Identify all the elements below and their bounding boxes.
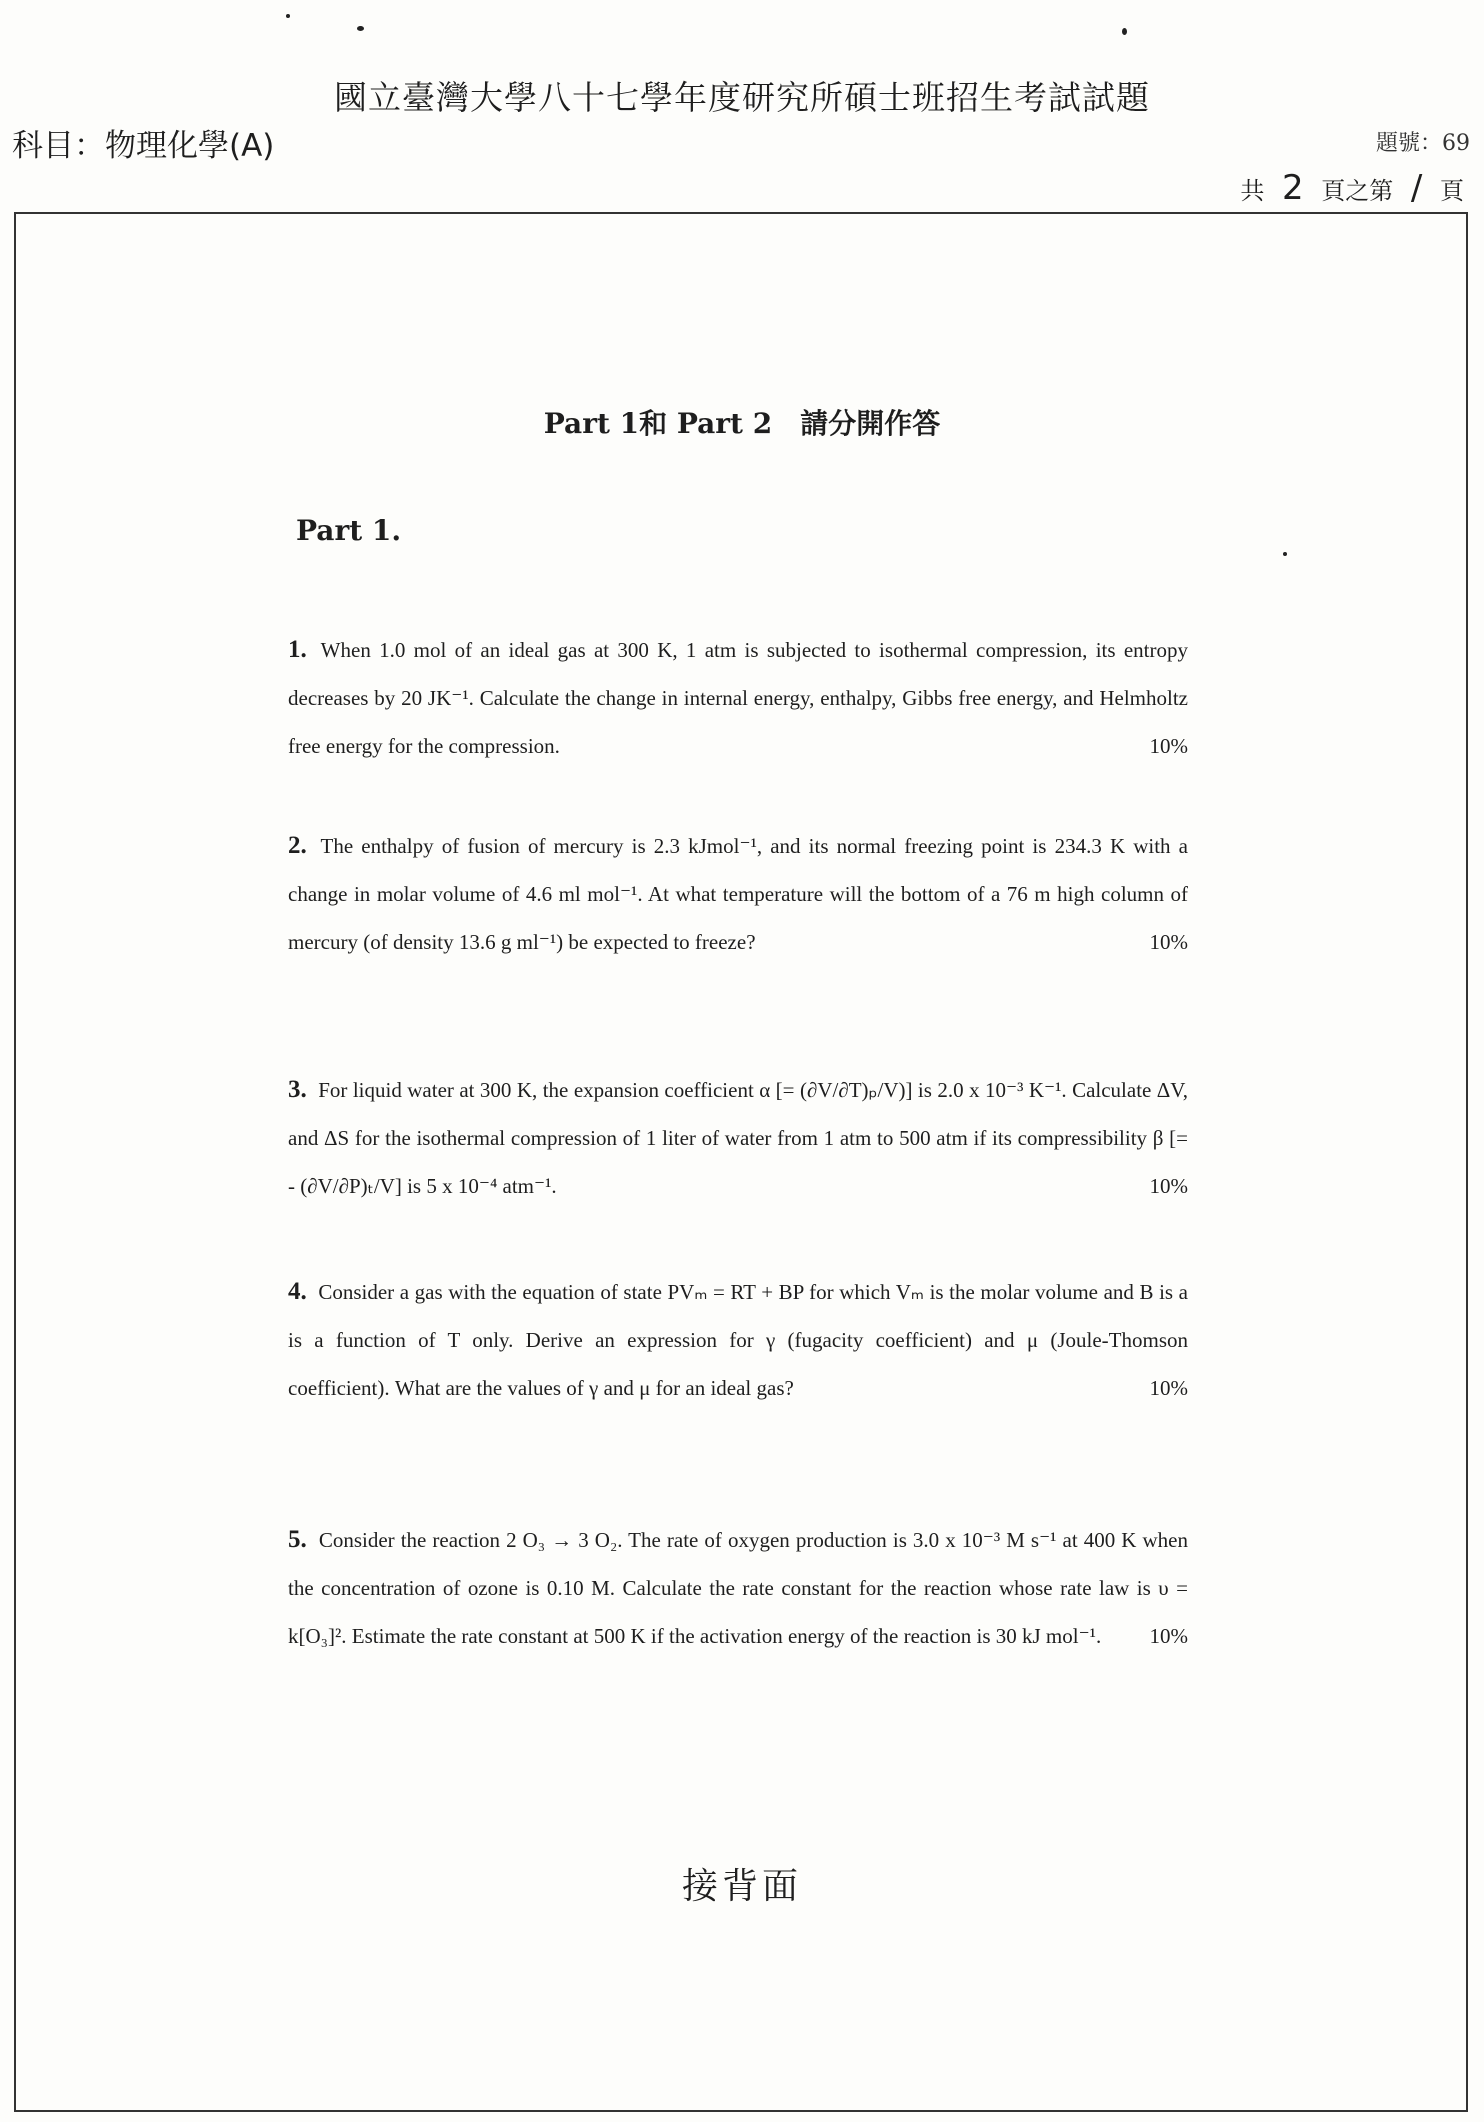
question-1 [288,626,1188,770]
scan-speck [1122,28,1127,35]
question-num: 4. [288,1278,307,1305]
total-pages: 2 [1281,168,1304,208]
page-mid: 頁之第 [1321,177,1394,205]
question-3 [288,1066,1188,1210]
question-text: For liquid water at 300 K, the expansion coefficient α [= (∂V/∂T)ₚ/V)] is 2.0 x 10⁻³ K⁻¹. Calculate ΔV, and ΔS for the isothermal compression of 1 liter of water from 1 atm to 500 atm if its compressibility β [= - (∂V/∂P)ₜ/V] is 5 x 10⁻⁴ atm⁻¹. [288,1078,1189,1198]
question-num: 5. [288,1526,307,1553]
question-num: 1. [288,636,307,663]
question-weight: 10% [1149,1624,1188,1648]
question-number: 題號：69 [1376,131,1470,156]
continue-on-back-note: 接背面 [681,1866,802,1907]
question-weight: 10% [1149,1376,1188,1400]
question-num: 3. [288,1076,307,1103]
scan-speck [286,14,290,18]
part-title: Part 1. [296,514,402,547]
exam-title: 國立臺灣大學八十七學年度研究所碩士班招生考試試題 [334,78,1150,117]
current-page: / [1410,168,1423,208]
question-weight: 10% [1149,930,1188,954]
subject-label: 科目：物理化學(A) [12,128,275,164]
question-text: Consider the reaction 2 O₃ → 3 O₂. The rate of oxygen production is 3.0 x 10⁻³ M s⁻¹ at 400 K when the concentration of ozone is 0.10 M. Calculate the rate constant for the reaction whose rate law is υ = k[O₃]². Estimate the rate constant at 500 K if the activation energy of the reaction is 30 kJ mol⁻¹. [288,1528,1188,1648]
page-suffix: 頁 [1440,177,1464,205]
question-4 [288,1268,1188,1412]
page-info [1240,168,1464,208]
question-weight: 10% [1149,734,1188,758]
question-text: The enthalpy of fusion of mercury is 2.3 kJmol⁻¹, and its normal freezing point is 234.3 K with a change in molar volume of 4.6 ml mol⁻¹. At what temperature will the bottom of a 76 m high column of mercury (of density 13.6 g ml⁻¹) be expected to freeze? [288,834,1189,954]
answer-instruction: Part 1和 Part 2 請分開作答 [543,407,941,440]
question-weight: 10% [1149,1174,1188,1198]
scan-speck [357,26,364,31]
question-text: Consider a gas with the equation of state PVₘ = RT + BP for which Vₘ is the molar volume and B is a is a function of T only. Derive an expression for γ (fugacity coefficient) and μ (Joule-Thomson coefficient). What are the values of γ and μ for an ideal gas? [288,1280,1188,1400]
page-prefix: 共 [1240,177,1265,205]
question-5 [288,1516,1188,1660]
question-2 [288,822,1188,966]
question-text: When 1.0 mol of an ideal gas at 300 K, 1 atm is subjected to isothermal compression, its entropy decreases by 20 JK⁻¹. Calculate the change in internal energy, enthalpy, Gibbs free energy, and Helmholtz free energy for the compression. [288,638,1188,758]
question-num: 2. [288,832,307,859]
